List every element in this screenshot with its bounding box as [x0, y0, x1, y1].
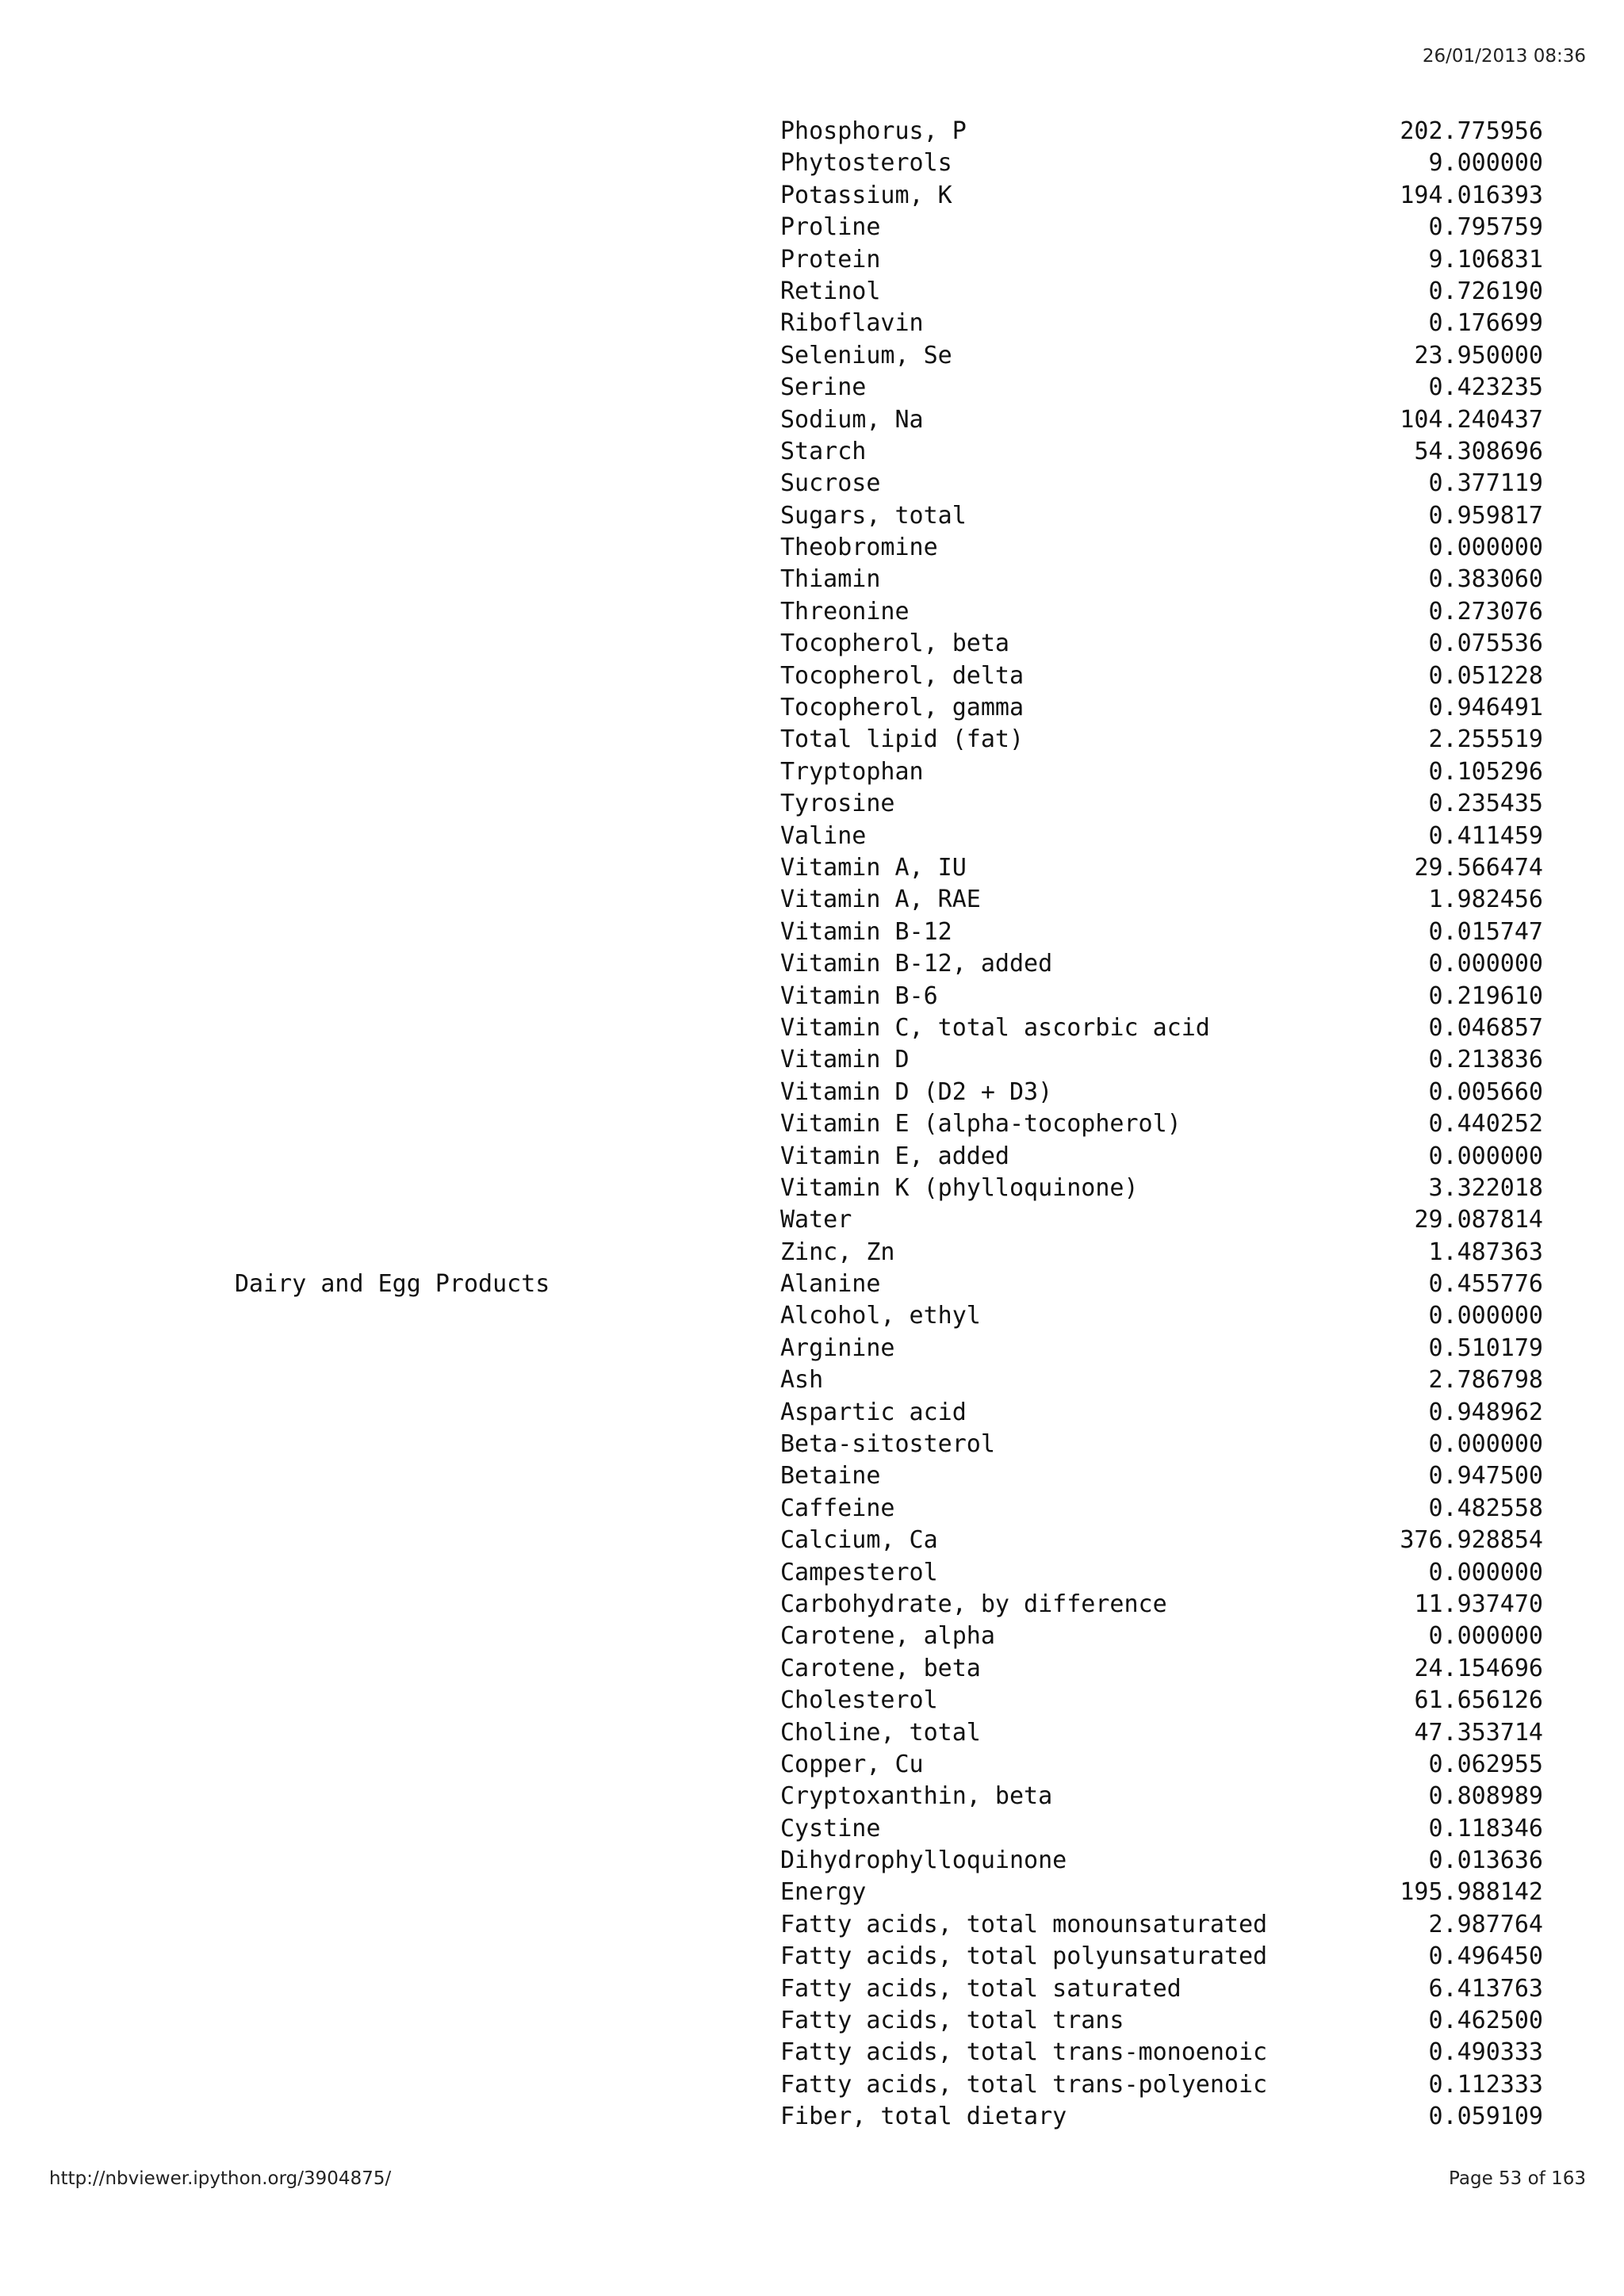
nutrient-name-cell: Fiber, total dietary — [780, 2103, 1067, 2131]
nutrient-name-cell: Ash — [780, 1366, 824, 1395]
table-row — [0, 1364, 1624, 1396]
nutrient-name-cell: Carotene, alpha — [780, 1622, 995, 1651]
table-row — [0, 660, 1624, 692]
nutrient-value-cell: 0.000000 — [1428, 534, 1543, 562]
nutrient-name-cell: Phosphorus, P — [780, 117, 967, 145]
nutrient-value-cell: 0.383060 — [1428, 565, 1543, 594]
nutrient-name-cell: Vitamin C, total ascorbic acid — [780, 1013, 1210, 1042]
nutrient-value-cell: 195.988142 — [1400, 1878, 1543, 1907]
table-row — [0, 1173, 1624, 1204]
nutrient-name-cell: Tocopherol, gamma — [780, 694, 1025, 722]
nutrient-value-cell: 0.726190 — [1428, 277, 1543, 305]
nutrient-value-cell: 0.947500 — [1428, 1462, 1543, 1490]
nutrient-name-cell: Fatty acids, total saturated — [780, 1974, 1182, 2003]
nutrient-name-cell: Dihydrophylloquinone — [780, 1846, 1067, 1875]
table-row — [0, 308, 1624, 339]
nutrient-name-cell: Vitamin D — [780, 1046, 910, 1074]
nutrient-name-cell: Serine — [780, 373, 867, 402]
nutrient-value-cell: 54.308696 — [1414, 437, 1543, 465]
table-row — [0, 180, 1624, 212]
table-row — [0, 1300, 1624, 1332]
table-row — [0, 1749, 1624, 1781]
table-row — [0, 1973, 1624, 2005]
nutrient-value-cell: 0.455776 — [1428, 1270, 1543, 1299]
nutrient-name-cell: Vitamin B-12, added — [780, 950, 1053, 978]
nutrient-value-cell: 0.440252 — [1428, 1110, 1543, 1138]
nutrient-name-cell: Beta-sitosterol — [780, 1430, 995, 1459]
nutrient-name-cell: Caffeine — [780, 1494, 895, 1522]
nutrient-value-cell: 0.118346 — [1428, 1814, 1543, 1843]
nutrient-name-cell: Vitamin B-6 — [780, 982, 938, 1010]
nutrient-name-cell: Vitamin K (phylloquinone) — [780, 1173, 1139, 1202]
print-timestamp: 26/01/2013 08:36 — [1422, 46, 1586, 67]
nutrient-value-cell: 0.213836 — [1428, 1046, 1543, 1074]
nutrient-name-cell: Retinol — [780, 277, 881, 305]
nutrient-name-cell: Carbohydrate, by difference — [780, 1590, 1167, 1618]
nutrient-value-cell: 0.000000 — [1428, 1622, 1543, 1651]
nutrient-name-cell: Tryptophan — [780, 757, 924, 786]
nutrient-name-cell: Cryptoxanthin, beta — [780, 1782, 1053, 1811]
nutrient-value-cell: 11.937470 — [1414, 1590, 1543, 1618]
table-row — [0, 2037, 1624, 2068]
nutrient-name-cell: Thiamin — [780, 565, 881, 594]
nutrient-name-cell: Calcium, Ca — [780, 1526, 938, 1555]
nutrient-name-cell: Aspartic acid — [780, 1398, 967, 1426]
table-row — [0, 1621, 1624, 1652]
table-row — [0, 1077, 1624, 1108]
nutrient-name-cell: Cholesterol — [780, 1686, 938, 1715]
nutrient-value-cell: 0.046857 — [1428, 1013, 1543, 1042]
nutrient-value-cell: 0.510179 — [1428, 1334, 1543, 1362]
nutrient-name-cell: Alanine — [780, 1270, 881, 1299]
nutrient-value-cell: 0.000000 — [1428, 1302, 1543, 1330]
nutrient-value-cell: 61.656126 — [1414, 1686, 1543, 1715]
nutrient-name-cell: Vitamin A, RAE — [780, 886, 981, 914]
nutrient-value-cell: 0.062955 — [1428, 1750, 1543, 1778]
nutrient-name-cell: Vitamin E, added — [780, 1142, 1009, 1170]
nutrient-name-cell: Fatty acids, total monounsaturated — [780, 1910, 1268, 1938]
table-row — [0, 1781, 1624, 1812]
nutrient-name-cell: Vitamin A, IU — [780, 853, 967, 882]
nutrient-value-cell: 194.016393 — [1400, 181, 1543, 209]
nutrient-name-cell: Fatty acids, total trans-monoenoic — [780, 2038, 1268, 2067]
table-row — [0, 724, 1624, 756]
nutrient-name-cell: Choline, total — [780, 1718, 981, 1747]
table-row — [0, 212, 1624, 243]
nutrient-value-cell: 6.413763 — [1428, 1974, 1543, 2003]
nutrient-value-cell: 2.987764 — [1428, 1910, 1543, 1938]
nutrient-value-cell: 9.106831 — [1428, 245, 1543, 274]
table-row — [0, 788, 1624, 820]
nutrient-value-cell: 1.982456 — [1428, 886, 1543, 914]
nutrient-name-cell: Selenium, Se — [780, 341, 952, 369]
table-row — [0, 1557, 1624, 1589]
table-row — [0, 1653, 1624, 1685]
food-group-cell: Dairy and Egg Products — [235, 1270, 550, 1299]
nutrient-value-cell: 0.808989 — [1428, 1782, 1543, 1811]
nutrient-name-cell: Potassium, K — [780, 181, 952, 209]
nutrient-value-cell: 2.786798 — [1428, 1366, 1543, 1395]
table-row — [0, 596, 1624, 628]
nutrient-name-cell: Carotene, beta — [780, 1654, 981, 1682]
nutrient-value-cell: 24.154696 — [1414, 1654, 1543, 1682]
table-row — [0, 1204, 1624, 1236]
table-row — [0, 1909, 1624, 1941]
table-row — [0, 756, 1624, 788]
nutrient-value-cell: 0.000000 — [1428, 1558, 1543, 1586]
table-row — [0, 276, 1624, 308]
nutrient-name-cell: Riboflavin — [780, 309, 924, 338]
table-row — [0, 692, 1624, 724]
table-row — [0, 500, 1624, 532]
nutrient-value-cell: 47.353714 — [1414, 1718, 1543, 1747]
table-row — [0, 340, 1624, 372]
nutrient-name-cell: Valine — [780, 821, 867, 850]
table-row — [0, 2069, 1624, 2101]
nutrient-value-cell: 0.946491 — [1428, 694, 1543, 722]
table-row — [0, 1493, 1624, 1525]
nutrient-value-cell: 29.566474 — [1414, 853, 1543, 882]
nutrient-name-cell: Tyrosine — [780, 790, 895, 818]
nutrient-value-cell: 0.000000 — [1428, 1142, 1543, 1170]
table-row — [0, 147, 1624, 179]
table-row — [0, 1044, 1624, 1076]
table-row — [0, 244, 1624, 276]
table-row — [0, 1108, 1624, 1140]
nutrient-value-cell: 0.411459 — [1428, 821, 1543, 850]
nutrient-value-cell: 0.462500 — [1428, 2007, 1543, 2035]
nutrient-value-cell: 9.000000 — [1428, 149, 1543, 178]
nutrient-name-cell: Threonine — [780, 597, 910, 626]
nutrient-value-cell: 376.928854 — [1400, 1526, 1543, 1555]
nutrient-value-cell: 0.496450 — [1428, 1942, 1543, 1971]
nutrient-value-cell: 202.775956 — [1400, 117, 1543, 145]
nutrient-value-cell: 0.273076 — [1428, 597, 1543, 626]
table-row — [0, 916, 1624, 948]
table-row — [0, 1397, 1624, 1429]
nutrient-value-cell: 0.075536 — [1428, 629, 1543, 658]
nutrient-name-cell: Campesterol — [780, 1558, 938, 1586]
table-row — [0, 1269, 1624, 1300]
nutrient-name-cell: Fatty acids, total trans-polyenoic — [780, 2070, 1268, 2099]
nutrient-name-cell: Fatty acids, total trans — [780, 2007, 1124, 2035]
nutrient-name-cell: Sodium, Na — [780, 405, 924, 434]
nutrient-name-cell: Zinc, Zn — [780, 1238, 895, 1266]
nutrient-name-cell: Sugars, total — [780, 501, 967, 530]
nutrient-value-cell: 0.235435 — [1428, 790, 1543, 818]
nutrient-value-cell: 0.015747 — [1428, 917, 1543, 946]
nutrient-value-cell: 0.000000 — [1428, 950, 1543, 978]
table-row — [0, 2101, 1624, 2133]
nutrient-name-cell: Energy — [780, 1878, 867, 1907]
footer-url-link[interactable]: http://nbviewer.ipython.org/3904875/ — [49, 2168, 392, 2189]
table-row — [0, 404, 1624, 436]
nutrient-name-cell: Tocopherol, delta — [780, 661, 1025, 690]
nutrient-name-cell: Vitamin D (D2 + D3) — [780, 1077, 1053, 1106]
table-row — [0, 948, 1624, 980]
table-row — [0, 1877, 1624, 1908]
table-row — [0, 1141, 1624, 1173]
table-row — [0, 1717, 1624, 1749]
nutrient-name-cell: Tocopherol, beta — [780, 629, 1009, 658]
nutrient-value-cell: 2.255519 — [1428, 725, 1543, 754]
table-row — [0, 1237, 1624, 1269]
table-row — [0, 1589, 1624, 1621]
nutrient-name-cell: Cystine — [780, 1814, 881, 1843]
table-row — [0, 1685, 1624, 1716]
table-row — [0, 564, 1624, 595]
nutrient-value-cell: 23.950000 — [1414, 341, 1543, 369]
table-row — [0, 981, 1624, 1012]
nutrient-name-cell: Arginine — [780, 1334, 895, 1362]
nutrient-name-cell: Protein — [780, 245, 881, 274]
table-row — [0, 1429, 1624, 1460]
nutrient-value-cell: 0.112333 — [1428, 2070, 1543, 2099]
nutrient-value-cell: 0.795759 — [1428, 213, 1543, 242]
nutrient-value-cell: 104.240437 — [1400, 405, 1543, 434]
table-row — [0, 532, 1624, 564]
table-row — [0, 436, 1624, 468]
table-row — [0, 2005, 1624, 2037]
table-row — [0, 1012, 1624, 1044]
nutrient-value-cell: 0.423235 — [1428, 373, 1543, 402]
nutrient-name-cell: Alcohol, ethyl — [780, 1302, 981, 1330]
nutrient-value-cell: 0.490333 — [1428, 2038, 1543, 2067]
table-row — [0, 821, 1624, 852]
table-row — [0, 468, 1624, 499]
nutrient-value-cell: 0.482558 — [1428, 1494, 1543, 1522]
nutrient-value-cell: 0.005660 — [1428, 1077, 1543, 1106]
nutrient-name-cell: Vitamin E (alpha-tocopherol) — [780, 1110, 1182, 1138]
table-row — [0, 1333, 1624, 1364]
nutrient-name-cell: Copper, Cu — [780, 1750, 924, 1778]
nutrient-name-cell: Starch — [780, 437, 867, 465]
nutrient-name-cell: Total lipid (fat) — [780, 725, 1025, 754]
nutrient-value-cell: 1.487363 — [1428, 1238, 1543, 1266]
nutrient-value-cell: 0.219610 — [1428, 982, 1543, 1010]
nutrient-value-cell: 0.959817 — [1428, 501, 1543, 530]
nutrient-value-cell: 0.051228 — [1428, 661, 1543, 690]
page-number: Page 53 of 163 — [1449, 2168, 1586, 2189]
table-row — [0, 884, 1624, 916]
table-row — [0, 116, 1624, 147]
nutrient-name-cell: Sucrose — [780, 469, 881, 498]
nutrient-value-cell: 0.948962 — [1428, 1398, 1543, 1426]
nutrient-name-cell: Proline — [780, 213, 881, 242]
table-row — [0, 1941, 1624, 1973]
nutrient-value-cell: 0.377119 — [1428, 469, 1543, 498]
table-row — [0, 372, 1624, 404]
nutrient-value-cell: 0.176699 — [1428, 309, 1543, 338]
table-row — [0, 1813, 1624, 1845]
table-row — [0, 1525, 1624, 1556]
nutrient-value-cell: 0.059109 — [1428, 2103, 1543, 2131]
nutrient-table — [0, 116, 1624, 2133]
nutrient-name-cell: Fatty acids, total polyunsaturated — [780, 1942, 1268, 1971]
nutrient-value-cell: 29.087814 — [1414, 1206, 1543, 1234]
nutrient-value-cell: 3.322018 — [1428, 1173, 1543, 1202]
nutrient-name-cell: Vitamin B-12 — [780, 917, 952, 946]
nutrient-name-cell: Theobromine — [780, 534, 938, 562]
nutrient-value-cell: 0.013636 — [1428, 1846, 1543, 1875]
nutrient-name-cell: Betaine — [780, 1462, 881, 1490]
table-row — [0, 1460, 1624, 1492]
nutrient-name-cell: Water — [780, 1206, 852, 1234]
nutrient-name-cell: Phytosterols — [780, 149, 952, 178]
table-row — [0, 1845, 1624, 1877]
nutrient-value-cell: 0.105296 — [1428, 757, 1543, 786]
table-row — [0, 852, 1624, 884]
nutrient-value-cell: 0.000000 — [1428, 1430, 1543, 1459]
table-row — [0, 628, 1624, 660]
